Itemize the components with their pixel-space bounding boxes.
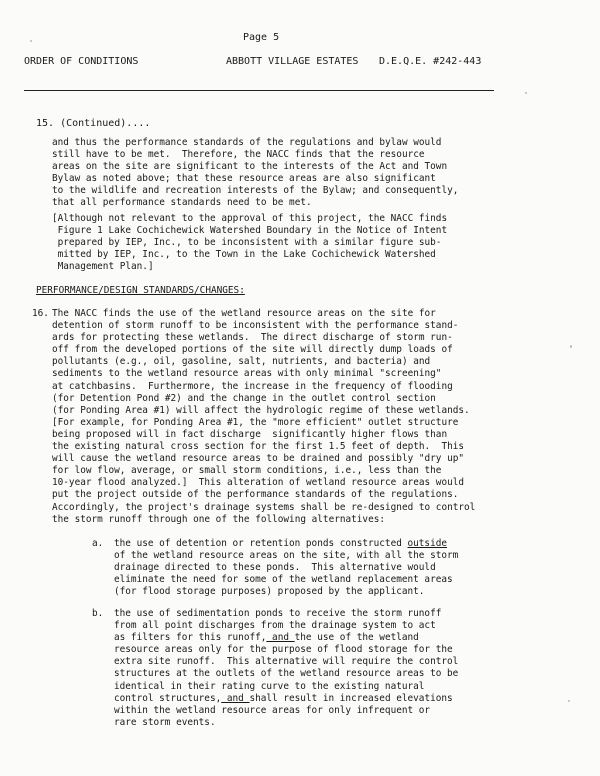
text-line: within the wetland resource areas for only infrequent or [114, 704, 431, 716]
text-line: areas on the site are significant to the interests of the Act and Town [52, 161, 448, 173]
alternative-b-letter: b. [92, 608, 104, 619]
text-line: the use of detention or retention ponds constructed outside [114, 538, 448, 549]
header-middle: ABBOTT VILLAGE ESTATES [226, 56, 359, 67]
text-line: control structures, and shall result in increased elevations [114, 692, 453, 704]
text-line: put the project outside of the performance standards of the regulations. [52, 489, 459, 501]
text-line: sediments to the wetland resource areas with only minimal "screening" [52, 368, 442, 380]
item-15-paragraph-2 [52, 213, 512, 273]
text-line: Accordingly, the project's drainage systems shall be re-designed to control [52, 501, 476, 513]
text-line: (for Detention Pond #2) and the change in the outlet control section [52, 392, 436, 404]
text-line: extra site runoff. This alternative will require the control [114, 656, 459, 668]
text-line: drainage directed to these ponds. This alternative would [114, 562, 436, 574]
header-left: ORDER OF CONDITIONS [24, 56, 139, 67]
text-line: ards for protecting these wetlands. The direct discharge of storm run- [52, 332, 453, 344]
text-line: (for flood storage purposes) proposed by the applicant. [114, 586, 425, 598]
text-line: to the wildlife and recreation interests of the Bylaw; and consequently, [52, 185, 459, 197]
scan-speck [568, 700, 570, 702]
text-line: Figure 1 Lake Cochichewick Watershed Boundary in the Notice of Intent [52, 225, 448, 237]
text-line: off from the developed portions of the site will directly dump loads of [52, 344, 453, 356]
scan-speck [30, 40, 32, 42]
text-line: mitted by IEP, Inc., to the Town in the Lake Cochichewick Watershed [52, 249, 436, 261]
text-line: eliminate the need for some of the wetland replacement areas [114, 574, 453, 586]
text-line: [For example, for Ponding Area #1, the "more efficient" outlet structure [52, 416, 459, 428]
text-line: and thus the performance standards of the regulations and bylaw would [52, 137, 442, 148]
item-15-heading: 15. (Continued).... [36, 118, 151, 129]
text-line: pollutants (e.g., oil, gasoline, salt, nutrients, and bacteria) and [52, 356, 431, 368]
alternative-b-text [114, 608, 514, 729]
text-line: identical in their rating curve to the existing natural [114, 680, 425, 692]
text-line: that all performance standards need to be met. [52, 197, 312, 209]
text-line: [Although not relevant to the approval of this project, the NACC finds [52, 213, 448, 224]
text-line: at catchbasins. Furthermore, the increase in the frequency of flooding [52, 380, 453, 392]
text-line: the use of sedimentation ponds to receive the storm runoff [114, 608, 442, 619]
header-right: D.E.Q.E. #242-443 [379, 56, 482, 67]
header-rule [24, 90, 494, 91]
text-line: still have to be met. Therefore, the NACC finds that the resource [52, 149, 425, 161]
text-line: 10-year flood analyzed.] This alteration of wetland resource areas would [52, 477, 465, 489]
section-heading: PERFORMANCE/DESIGN STANDARDS/CHANGES: [36, 285, 245, 296]
text-line: of the wetland resource areas on the site, with all the storm [114, 550, 459, 562]
text-line: detention of storm runoff to be inconsistent with the performance stand- [52, 320, 459, 332]
text-line: the existing natural cross section for the first 1.5 feet of depth. This [52, 441, 465, 453]
text-line: structures at the outlets of the wetland resource areas to be [114, 668, 459, 680]
item-15-paragraph-1 [52, 137, 512, 210]
page-number: Page 5 [243, 32, 280, 43]
text-line: from all point discharges from the drainage system to act [114, 620, 436, 632]
text-line: will cause the wetland resource areas to be drained and possibly "dry up" [52, 453, 465, 465]
scan-speck [525, 92, 527, 94]
text-line: the storm runoff through one of the following alternatives: [52, 513, 386, 525]
text-line: Management Plan.] [52, 261, 154, 273]
text-line: for low flow, average, or small storm conditions, i.e., less than the [52, 465, 442, 477]
text-line: (for Ponding Area #1) will affect the hydrologic regime of these wetlands. [52, 404, 470, 416]
alternative-a-letter: a. [92, 538, 104, 549]
scan-speck [570, 345, 572, 348]
text-line: rare storm events. [114, 716, 216, 728]
item-16-number: 16. [32, 308, 49, 319]
text-line: prepared by IEP, Inc., to be inconsistent with a similar figure sub- [52, 237, 442, 249]
text-line: being proposed will in fact discharge significantly higher flows than [52, 428, 448, 440]
text-line: The NACC finds the use of the wetland resource areas on the site for [52, 308, 436, 319]
item-16-body [52, 308, 512, 526]
text-line: resource areas only for the purpose of flood storage for the [114, 644, 453, 656]
text-line: Bylaw as noted above; that these resource areas are also significant [52, 173, 436, 185]
alternative-a-text [114, 538, 514, 598]
text-line: as filters for this runoff, and the use of the wetland [114, 632, 419, 644]
